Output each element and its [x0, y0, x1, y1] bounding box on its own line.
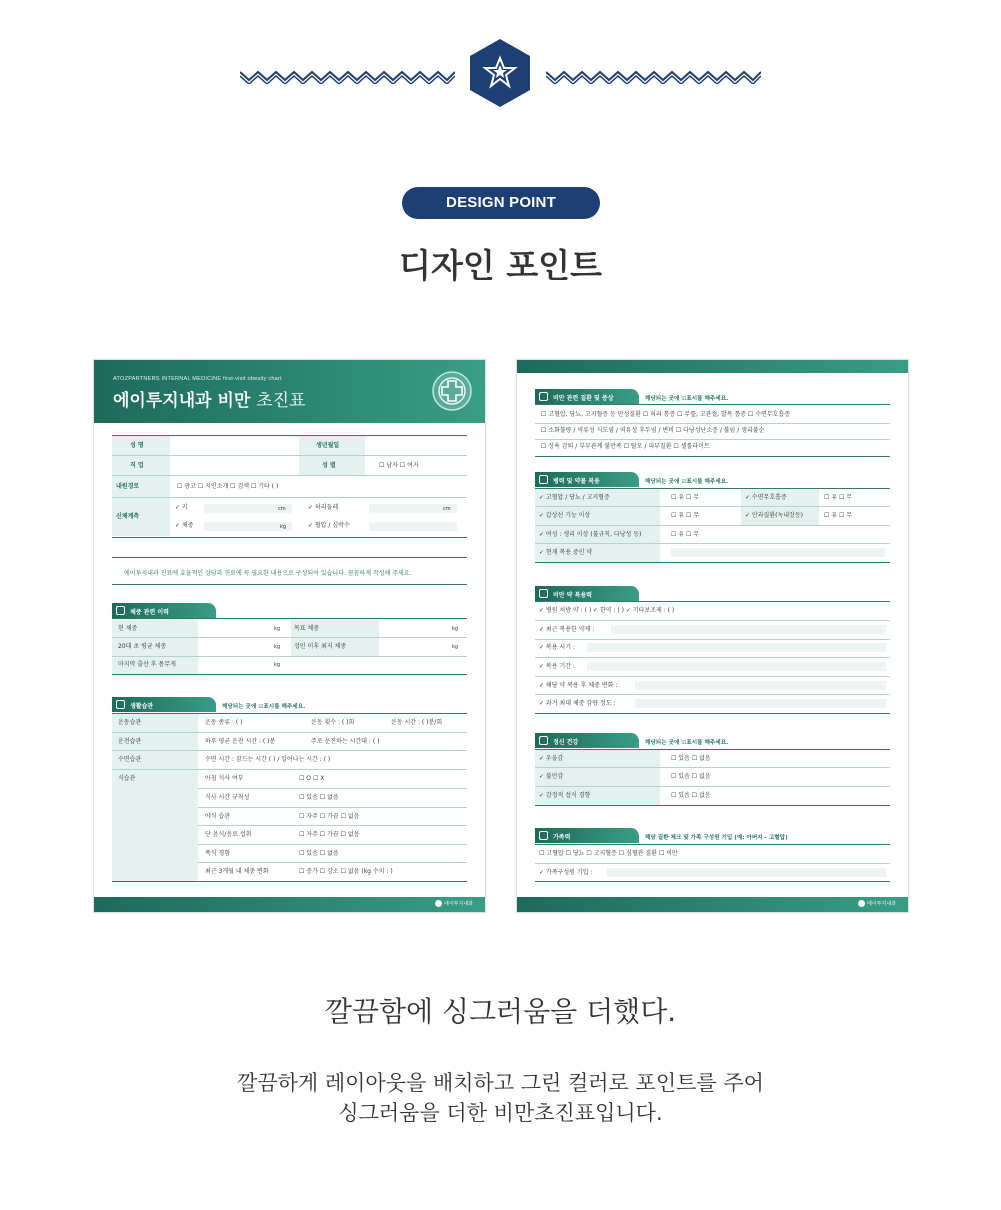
last-birth-label: 마지막 출산 후 몸무게: [118, 661, 176, 668]
section-note: 해당되는 곳에 ☑표시를 해주세요.: [645, 740, 729, 746]
mental-question: ✓ 우울감: [539, 755, 564, 762]
waist-unit: cm: [443, 506, 451, 512]
drug-question: ✓ 복용 기간 :: [539, 663, 575, 670]
drug-question: ✓ 복용 시기 :: [539, 644, 575, 651]
drug-question: ✓ 최근 복용한 약제 :: [539, 626, 595, 633]
bp-label: ✓ 혈압 / 심박수: [308, 522, 350, 529]
route-options[interactable]: ☐ 광고 ☐ 지인소개 ☐ 검색 ☐ 기타 ( ): [177, 483, 279, 490]
gender-options[interactable]: ☐ 남자 ☐ 여자: [379, 462, 419, 469]
description-line: 싱그러움을 더한 비만초진표입니다.: [338, 1101, 663, 1125]
diet-answer[interactable]: ☐ 있음 ☐ 없음: [299, 794, 339, 801]
section-related-disease: 비만 관련 질환 및 증상: [535, 389, 639, 404]
notice-text: 에이투지내과 진료에 효율적인 상담과 진료에 꼭 필요한 내용으로 구성되어 있습니다. 꼼꼼하게 작성해 주세요.: [124, 570, 412, 577]
chart-title-light: 초진표: [256, 391, 306, 411]
exercise-type[interactable]: 운동 종류 : ( ): [205, 719, 243, 726]
history-answer[interactable]: ☐ 유 ☐ 무: [671, 494, 700, 501]
bp-input[interactable]: [369, 522, 457, 531]
chart-subtitle: ATOZPARTNERS INTERNAL MEDICINE first-visit obesity chart: [113, 376, 282, 382]
footer-brand: 에이투지내과: [444, 901, 473, 907]
history-question: ✓ 여성 : 생리 이상 (불규칙, 다낭성 등): [539, 531, 642, 538]
chart-title: [113, 386, 306, 411]
tagline: 깔끔함에 싱그러움을 더했다.: [324, 995, 677, 1028]
sleep-label: 수면습관: [118, 756, 142, 763]
family-member-input[interactable]: [607, 868, 886, 877]
top-ornament: [0, 38, 1001, 108]
disease-options[interactable]: ☐ 고혈압, 당뇨, 고지혈증 등 만성질환 ☐ 허리 통증 ☐ 무릎, 고관절, 발목 통증 ☐ 수면무호흡증: [541, 411, 791, 418]
history-question: ✓ 갑상선 기능 이상: [539, 512, 591, 519]
mental-answer[interactable]: ☐ 있음 ☐ 없음: [671, 792, 711, 799]
route-label: 내원경로: [116, 483, 140, 490]
kg-unit: kg: [452, 644, 459, 650]
family-note: 해당 질환 체크 및 가족 구성원 기입 (예: 아버지 - 고혈압): [645, 835, 788, 841]
min-adult-label: 성인 이후 최저 체중: [294, 643, 347, 650]
history-question: ✓ 안과질환(녹내장등): [745, 512, 803, 519]
diet-question: 아침 식사 여부: [205, 775, 244, 782]
section-weight-history: 체중 관련 이력: [112, 603, 216, 618]
gender-label: 성 별: [322, 462, 336, 469]
page-footer: [94, 897, 486, 912]
description: [0, 1068, 1001, 1128]
goal-weight-label: 목표 체중: [294, 625, 320, 632]
current-medication-input[interactable]: [671, 548, 885, 557]
diet-question: 야식 습관: [205, 813, 231, 820]
diet-question: 최근 3개월 내 체중 변화: [205, 868, 269, 875]
lifestyle-note: 해당되는 곳에 ☑표시를 해주세요.: [222, 704, 306, 710]
mental-question: ✓ 불안감: [539, 773, 564, 780]
notice-box: [112, 557, 467, 585]
star-icon: [468, 38, 532, 108]
wave-decoration-left: [240, 68, 455, 84]
section-medical-history: 병력 및 약물 복용: [535, 472, 639, 487]
exercise-label: 운동습관: [118, 719, 142, 726]
obesity-chart-page-1: [93, 359, 486, 913]
sleep-time[interactable]: 수면 시간 : 잠드는 시간 ( ) / 일어나는 시간 : ( ): [205, 756, 331, 763]
disease-options[interactable]: ☐ 소화불량 / 역류성 식도염 / 역류성 후두염 / 변비 ☐ 다낭성난소증 / 불임 / 생리불순: [541, 427, 765, 434]
drug-input[interactable]: [635, 699, 886, 708]
description-line: 깔끔하게 레이아웃을 배치하고 그린 컬러로 포인트를 주어: [237, 1071, 764, 1095]
page-footer: [517, 897, 909, 912]
chart-title-bold: 에이투지내과 비만: [113, 391, 251, 411]
family-options[interactable]: ☐ 고혈압 ☐ 당뇨 ☐ 고지혈증 ☐ 심혈관 질환 ☐ 비만: [539, 850, 678, 857]
mental-answer[interactable]: ☐ 있음 ☐ 없음: [671, 773, 711, 780]
cur-weight-label: 현 체중: [118, 625, 138, 632]
drug-input[interactable]: [587, 643, 886, 652]
history-question: ✓ 수면무호흡증: [745, 494, 787, 501]
history-answer[interactable]: ☐ 유 ☐ 무: [824, 494, 853, 501]
weight-input[interactable]: [204, 522, 292, 531]
height-unit: cm: [278, 506, 286, 512]
drive-time[interactable]: 하루 평균 운전 시간 : ( )분: [205, 738, 276, 745]
drug-input[interactable]: [587, 662, 886, 671]
family-member-label: ✓ 가족구성원 기입 :: [539, 869, 593, 876]
design-point-badge: DESIGN POINT: [402, 187, 600, 219]
drug-question: ✓ 해당 약 복용 후 체중 변화 :: [539, 682, 618, 689]
exercise-count[interactable]: 운동 횟수 : ( )회: [311, 719, 355, 726]
section-note: 해당되는 곳에 ☑표시를 해주세요.: [645, 396, 729, 402]
drive-label: 운전습관: [118, 738, 142, 745]
page-title: 디자인 포인트: [399, 246, 602, 285]
kg-unit: kg: [274, 626, 281, 632]
history-answer[interactable]: ☐ 유 ☐ 무: [671, 531, 700, 538]
top-bar: [517, 360, 909, 373]
section-diet-drug: 비만 약 복용력: [535, 586, 639, 601]
history-answer[interactable]: ☐ 유 ☐ 무: [671, 512, 700, 519]
kg-unit: kg: [274, 644, 281, 650]
name-label: 성 명: [130, 442, 144, 449]
waist-label: ✓ 허리둘레: [308, 504, 339, 511]
clinic-logo-icon: [431, 370, 473, 412]
drive-hour[interactable]: 주로 운전하는 시간대 : ( ): [311, 738, 380, 745]
section-note: 해당되는 곳에 ☑표시를 해주세요.: [645, 479, 729, 485]
diet-answer[interactable]: ☐ O ☐ X: [299, 775, 325, 782]
mental-question: ✓ 감정적 섭식 경향: [539, 792, 591, 799]
wave-decoration-right: [546, 68, 761, 84]
diet-label: 식습관: [118, 775, 136, 782]
body-measure-label: 신체계측: [116, 513, 140, 520]
height-label: ✓ 키: [175, 504, 188, 511]
history-question: ✓ 고혈압 / 당뇨 / 고지혈증: [539, 494, 610, 501]
diet-answer[interactable]: ☐ 자주 ☐ 가끔 ☐ 없음: [299, 831, 360, 838]
weight-label: ✓ 체중: [175, 522, 194, 529]
section-mental-health: 정신 건강: [535, 733, 639, 748]
chart-header: [94, 360, 486, 423]
diet-question: 식사 시간 규칙성: [205, 794, 250, 801]
kg-unit: kg: [274, 662, 281, 668]
diet-answer[interactable]: ☐ 자주 ☐ 가끔 ☐ 없음: [299, 813, 360, 820]
avg-20s-label: 20대 초 평균 체중: [118, 643, 167, 650]
disease-options[interactable]: ☐ 성욕 감퇴 / 부부관계 불만족 ☐ 탈모 / 피부질환 ☐ 셀룰라이트: [541, 443, 710, 450]
kg-unit: kg: [452, 626, 459, 632]
history-answer[interactable]: ☐ 유 ☐ 무: [824, 512, 853, 519]
job-label: 직 업: [130, 462, 144, 469]
footer-brand: 에이투지내과: [867, 901, 896, 907]
obesity-chart-page-2: [516, 359, 909, 913]
exercise-time[interactable]: 운동 시간 : ( )분/회: [391, 719, 443, 726]
diet-answer[interactable]: ☐ 있음 ☐ 없음: [299, 850, 339, 857]
section-family-history: 가족력: [535, 828, 639, 843]
mental-answer[interactable]: ☐ 있음 ☐ 없음: [671, 755, 711, 762]
diet-answer[interactable]: ☐ 증가 ☐ 감소 ☐ 없음 (kg 수치 : ): [299, 868, 393, 875]
weight-unit: kg: [280, 524, 287, 530]
drug-question: ✓ 과거 최대 체중 감량 정도 :: [539, 700, 616, 707]
diet-question: 단 음식/음료 섭취: [205, 831, 252, 838]
birth-label: 생년월일: [316, 442, 340, 449]
drug-input[interactable]: [635, 681, 886, 690]
drug-type-options[interactable]: ✓ 병원 처방 약 : ( ) ✓ 한약 : ( ) ✓ 기타보조제 : ( ): [539, 607, 675, 614]
section-lifestyle: 생활습관: [112, 697, 216, 712]
drug-input[interactable]: [611, 625, 886, 634]
diet-question: 폭식 경험: [205, 850, 231, 857]
history-question: ✓ 현재 복용 중인 약: [539, 549, 593, 556]
